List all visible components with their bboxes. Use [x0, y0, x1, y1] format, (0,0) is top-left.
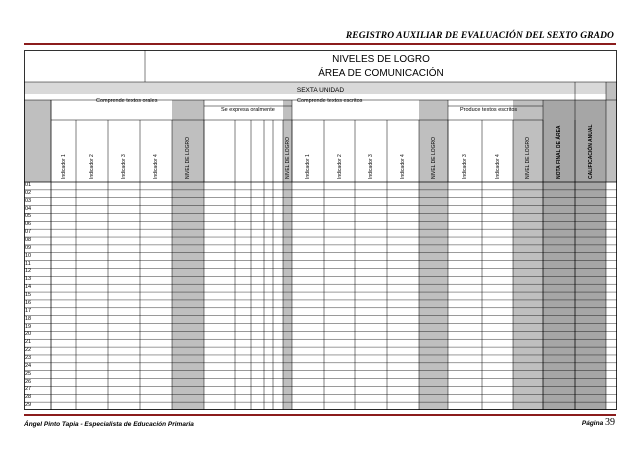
sheet-title-area: ÁREA DE COMUNICACIÓN	[318, 68, 444, 79]
row-number: 06	[25, 221, 32, 228]
row-number: 17	[25, 307, 32, 314]
column-header-label: NOTA FINAL DE ÁREA	[556, 125, 562, 179]
row-number: 18	[25, 315, 32, 322]
column-header-label: NIVEL DE LOGRO	[525, 136, 531, 179]
row-number: 01	[25, 182, 32, 188]
row-number: 05	[25, 213, 32, 220]
row-number: 29	[25, 402, 32, 409]
column-header-label: CALIFICACIÓN ANUAL	[587, 124, 594, 179]
page-label: Página	[581, 420, 604, 427]
row-number: 11	[25, 260, 31, 267]
row-number: 28	[25, 394, 32, 401]
footer-rule	[24, 414, 616, 416]
row-number: 09	[25, 244, 32, 251]
column-header	[51, 120, 76, 182]
column-header	[419, 120, 448, 182]
row-number: 14	[25, 284, 32, 291]
row-number: 04	[25, 205, 32, 212]
group-oral-expression: Se expresa oralmente	[221, 107, 275, 113]
column-header-label: Indicador 3	[368, 154, 374, 179]
column-header-label: Indicador 2	[89, 154, 95, 179]
column-header	[387, 120, 419, 182]
row-number: 22	[25, 347, 32, 354]
column-header	[283, 120, 292, 182]
sheet-title-levels: NIVELES DE LOGRO	[332, 54, 430, 65]
row-number: 16	[25, 299, 32, 306]
column-header	[140, 120, 172, 182]
evaluation-sheet	[24, 50, 617, 410]
row-number: 25	[25, 370, 32, 377]
column-header-label: Indicador 1	[60, 154, 67, 179]
group-written-production: Produce textos escritos	[460, 107, 518, 113]
row-number: 10	[25, 252, 32, 259]
column-header-label: NIVEL DE LOGRO	[185, 136, 191, 179]
header-rule	[24, 43, 616, 45]
column-header-label: NIVEL DE LOGRO	[284, 136, 291, 179]
column-header-label: Indicador 3	[121, 154, 127, 179]
column-header-label: Indicador 4	[494, 154, 501, 179]
column-header	[575, 120, 606, 182]
column-header-label: Indicador 2	[336, 154, 343, 179]
column-header-label: Indicador 3	[462, 154, 468, 179]
column-header	[172, 120, 204, 182]
column-header-label: NIVEL DE LOGRO	[430, 136, 437, 179]
column-header	[355, 120, 387, 182]
column-header	[513, 120, 543, 182]
group-written-comprehension: Comprende textos escritos	[297, 98, 363, 104]
unit-label: SEXTA UNIDAD	[296, 87, 345, 94]
row-number: 12	[25, 268, 32, 275]
column-header	[292, 120, 324, 182]
row-number: 23	[25, 354, 32, 361]
row-number: 15	[25, 292, 32, 299]
corner-cell	[24, 100, 51, 182]
row-number: 21	[25, 339, 32, 346]
footer-author: Ángel Pinto Tapia - Especialista de Educación Primaria	[24, 421, 194, 428]
row-number: 20	[25, 331, 32, 338]
column-header	[324, 120, 355, 182]
row-number: 26	[25, 378, 32, 385]
row-number: 27	[25, 386, 32, 393]
row-number: 03	[25, 197, 32, 204]
sheet-grid	[24, 50, 617, 410]
row-number: 07	[25, 229, 32, 236]
column-header	[108, 120, 140, 182]
row-number: 19	[25, 323, 32, 330]
row-number: 08	[25, 237, 32, 244]
column-header	[448, 120, 482, 182]
group-oral-comprehension: Comprende textos orales	[96, 98, 158, 104]
edge-cell	[606, 82, 617, 182]
row-number: 24	[25, 362, 32, 369]
row-number: 13	[25, 276, 32, 283]
document-header-title: REGISTRO AUXILIAR DE EVALUACIÓN DEL SEXTO GRADO	[345, 31, 614, 41]
footer-page	[582, 417, 615, 428]
column-header	[543, 120, 575, 182]
row-number: 02	[25, 189, 32, 196]
column-header	[482, 120, 513, 182]
page-number: 39	[605, 417, 615, 428]
column-header-label: Indicador 4	[400, 154, 406, 179]
column-header-label: Indicador 4	[153, 154, 159, 179]
column-header-label: Indicador 1	[305, 154, 311, 179]
column-header	[76, 120, 108, 182]
